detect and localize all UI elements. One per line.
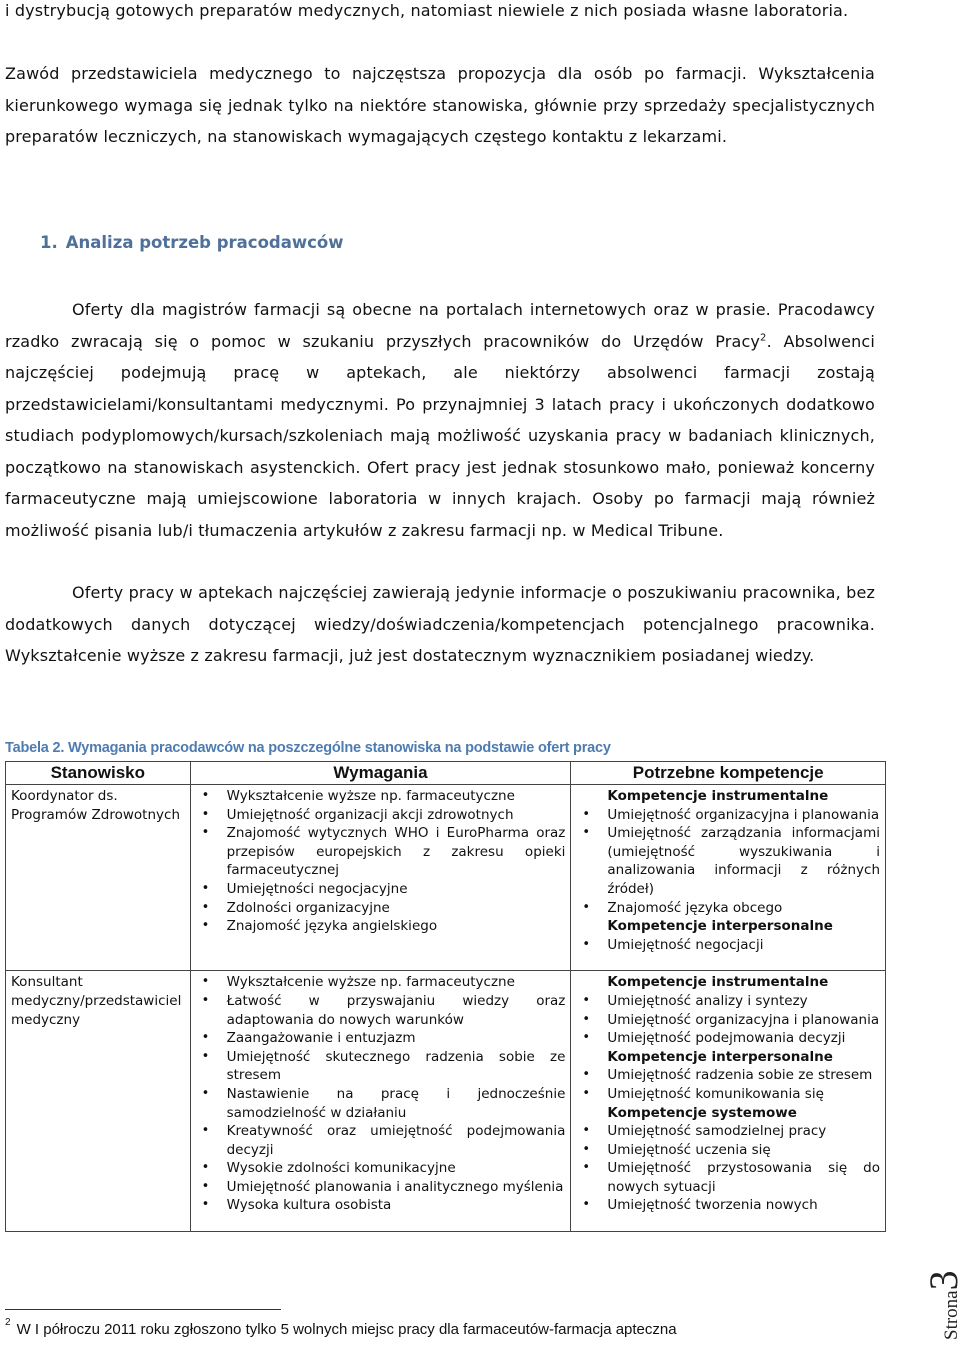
requirement-item: • Wykształcenie wyższe np. farmaceutyczne xyxy=(196,973,566,992)
competency-item: • Umiejętność komunikowania się xyxy=(576,1085,880,1104)
competency-group-label: Kompetencje interpersonalne xyxy=(607,1048,833,1065)
paragraph-pharmacy-offers: Oferty pracy w aptekach najczęściej zawierają jedynie informacje o poszukiwaniu pracownika, bez dodatkowych danych dotyczącej wiedzy/doświadczenia/kompetencjach potencjalnego pracownika. Wykształcenie wyższe z zakresu farmacji, już jest dostatecznym wyznacznikiem posiadanej wiedzy. xyxy=(5,583,875,665)
paragraph-intro: i dystrybucją gotowych preparatów medycznych, natomiast niewiele z nich posiada własne laboratoria. xyxy=(5,1,849,20)
requirement-item: • Wysokie zdolności komunikacyjne xyxy=(196,1159,566,1178)
header-competencies: Potrzebne kompetencje xyxy=(571,762,886,785)
paragraph-employer-needs: Oferty dla magistrów farmacji są obecne na portalach internetowych oraz w prasie. Pracodawcy rzadko zwracają się o pomoc w szukaniu przyszłych pracowników do Urzędów Pracy$^2$. Absolwenci najczęściej podejmują pracę w aptekach, ale niektórzy absolwenci farmacji zostają przedstawicielami/konsultantami medycznymi. Po przynajmniej 3 latach pracy i ukończonych dodatkowo studiach podyplomowych/kursach/szkoleniach mają możliwość uzyskania pracy w badaniach klinicznych, początkowo na stanowiskach asystenckich. Ofert pracy jest jednak stosunkowo mało, ponieważ koncerny farmaceutyczne mają umiejscowione laboratoria w innych krajach. Osoby po farmacji mają również możliwość pisania lub/i tłumaczenia artykułów z zakresu farmacji np. w Medical Tribune. xyxy=(5,300,875,540)
requirement-item: • Kreatywność oraz umiejętność podejmowania decyzji xyxy=(196,1122,566,1159)
section-heading xyxy=(40,233,343,252)
competency-item: • Umiejętność organizacyjna i planowania xyxy=(576,806,880,825)
requirements-cell xyxy=(190,971,571,1232)
competency-group-label: Kompetencje interpersonalne xyxy=(607,918,833,935)
requirements-list xyxy=(196,973,566,1215)
requirement-item: • Wykształcenie wyższe np. farmaceutyczne xyxy=(196,787,566,806)
competency-item: • Umiejętność negocjacji xyxy=(576,936,880,955)
requirements-cell xyxy=(190,785,571,971)
competency-item: • Znajomość języka obcego xyxy=(576,899,880,918)
paragraph-medical-rep: Zawód przedstawiciela medycznego to najczęstsza propozycja dla osób po farmacji. Wykształcenia kierunkowego wymaga się jednak tylko na niektóre stanowiska, głównie przy sprzedaży specjalistycznych preparatów leczniczych, na stanowiskach wymagających częstego kontaktu z lekarzami. xyxy=(5,64,875,146)
page-label: Strona xyxy=(941,1290,962,1340)
footnote-mark: 2 xyxy=(5,1317,11,1328)
position-cell: Koordynator ds. Programów Zdrowotnych xyxy=(6,785,191,971)
footnote-ref[interactable]: 2 xyxy=(760,332,767,344)
requirement-item: • Wysoka kultura osobista xyxy=(196,1196,566,1215)
competency-list xyxy=(576,992,880,1048)
requirement-item: • Znajomość języka angielskiego xyxy=(196,917,566,936)
requirement-item: • Nastawienie na pracę i jednocześnie samodzielność w działaniu xyxy=(196,1085,566,1122)
footnote xyxy=(5,1317,677,1338)
requirement-item: • Umiejętność organizacji akcji zdrowotnych xyxy=(196,806,566,825)
competency-item: • Umiejętność zarządzania informacjami (umiejętność wyszukiwania i analizowania informacji z różnych źródeł) xyxy=(576,824,880,898)
competency-item: • Umiejętność analizy i syntezy xyxy=(576,992,880,1011)
header-requirements: Wymagania xyxy=(190,762,571,785)
competency-list xyxy=(576,936,880,955)
table-caption: Tabela 2. Wymagania pracodawców na poszczególne stanowiska na podstawie ofert pracy xyxy=(5,740,611,756)
footnote-text: W I półroczu 2011 roku zgłoszono tylko 5 wolnych miejsc pracy dla farmaceutów-farmacja apteczna xyxy=(16,1321,677,1338)
competencies-cell xyxy=(571,785,886,971)
competency-item: • Umiejętność przystosowania się do nowych sytuacji xyxy=(576,1159,880,1196)
table-row xyxy=(6,971,886,1232)
competency-group-label: Kompetencje systemowe xyxy=(607,1104,797,1121)
requirement-item: • Umiejętność planowania i analitycznego myślenia xyxy=(196,1178,566,1197)
header-position: Stanowisko xyxy=(6,762,191,785)
section-number: 1. xyxy=(40,233,58,252)
requirements-table xyxy=(5,761,886,1232)
requirements-list xyxy=(196,787,566,936)
requirement-item: • Zaangażowanie i entuzjazm xyxy=(196,1029,566,1048)
competencies-cell xyxy=(571,971,886,1232)
competency-item: • Umiejętność podejmowania decyzji xyxy=(576,1029,880,1048)
competency-group-label: Kompetencje instrumentalne xyxy=(607,974,829,991)
table-row xyxy=(6,785,886,971)
page-number-label xyxy=(920,1270,967,1340)
footnote-divider xyxy=(5,1309,281,1310)
section-title: Analiza potrzeb pracodawców xyxy=(65,233,344,252)
competency-list xyxy=(576,1066,880,1103)
requirement-item: • Znajomość wytycznych WHO i EuroPharma oraz przepisów europejskich z zakresu opieki farmaceutycznej xyxy=(196,824,566,880)
page-number: 3 xyxy=(921,1270,966,1291)
competency-list xyxy=(576,806,880,918)
competency-item: • Umiejętność tworzenia nowych xyxy=(576,1196,880,1215)
competency-item: • Umiejętność radzenia sobie ze stresem xyxy=(576,1066,880,1085)
requirement-item: • Zdolności organizacyjne xyxy=(196,899,566,918)
requirement-item: • Umiejętności negocjacyjne xyxy=(196,880,566,899)
competency-item: • Umiejętność uczenia się xyxy=(576,1141,880,1160)
competency-item: • Umiejętność samodzielnej pracy xyxy=(576,1122,880,1141)
position-cell: Konsultant medyczny/przedstawiciel medyczny xyxy=(6,971,191,1232)
requirement-item: • Umiejętność skutecznego radzenia sobie ze stresem xyxy=(196,1048,566,1085)
competency-list xyxy=(576,1122,880,1215)
requirement-item: • Łatwość w przyswajaniu wiedzy oraz adaptowania do nowych warunków xyxy=(196,992,566,1029)
competency-item: • Umiejętność organizacyjna i planowania xyxy=(576,1011,880,1030)
table-header-row xyxy=(6,762,886,785)
competency-group-label: Kompetencje instrumentalne xyxy=(607,788,829,804)
